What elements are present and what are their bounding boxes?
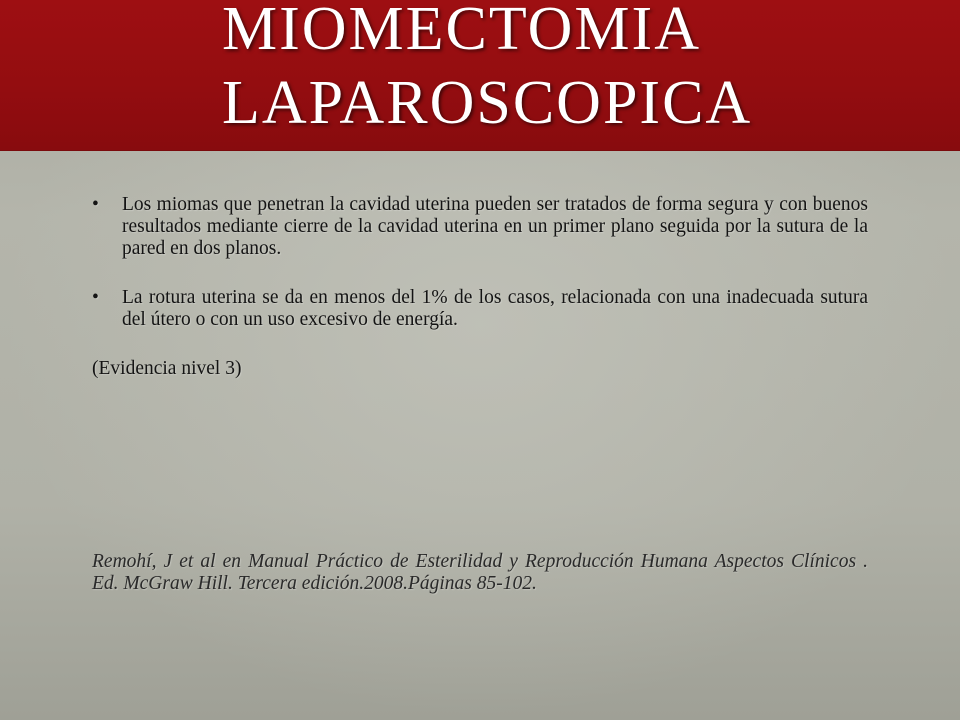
evidence-level: (Evidencia nivel 3)	[92, 358, 242, 379]
reference-citation: Remohí, J et al en Manual Práctico de Esterilidad y Reproducción Humana Aspectos Clínicos . Ed. McGraw Hill. Tercera edición.2008.Páginas 85-102.	[92, 551, 868, 594]
bullet-item	[92, 194, 868, 260]
title-bar	[0, 0, 960, 151]
slide-content	[92, 194, 868, 380]
bullet-marker: •	[92, 194, 99, 215]
bullet-list	[92, 194, 868, 331]
bullet-item	[92, 287, 868, 331]
slide-title-line-2: LAPAROSCOPICA	[222, 69, 753, 137]
bullet-text: Los miomas que penetran la cavidad uterina pueden ser tratados de forma segura y con buenos resultados mediante cierre de la cavidad uterina en un primer plano seguida por la sutura de la pared en dos planos.	[122, 194, 868, 259]
slide-title	[222, 0, 942, 140]
slide-title-line-1: MIOMECTOMIA	[222, 0, 701, 63]
bullet-text: La rotura uterina se da en menos del 1% de los casos, relacionada con una inadecuada sutura del útero o con un uso excesivo de energía.	[122, 287, 868, 330]
bullet-marker: •	[92, 287, 99, 308]
